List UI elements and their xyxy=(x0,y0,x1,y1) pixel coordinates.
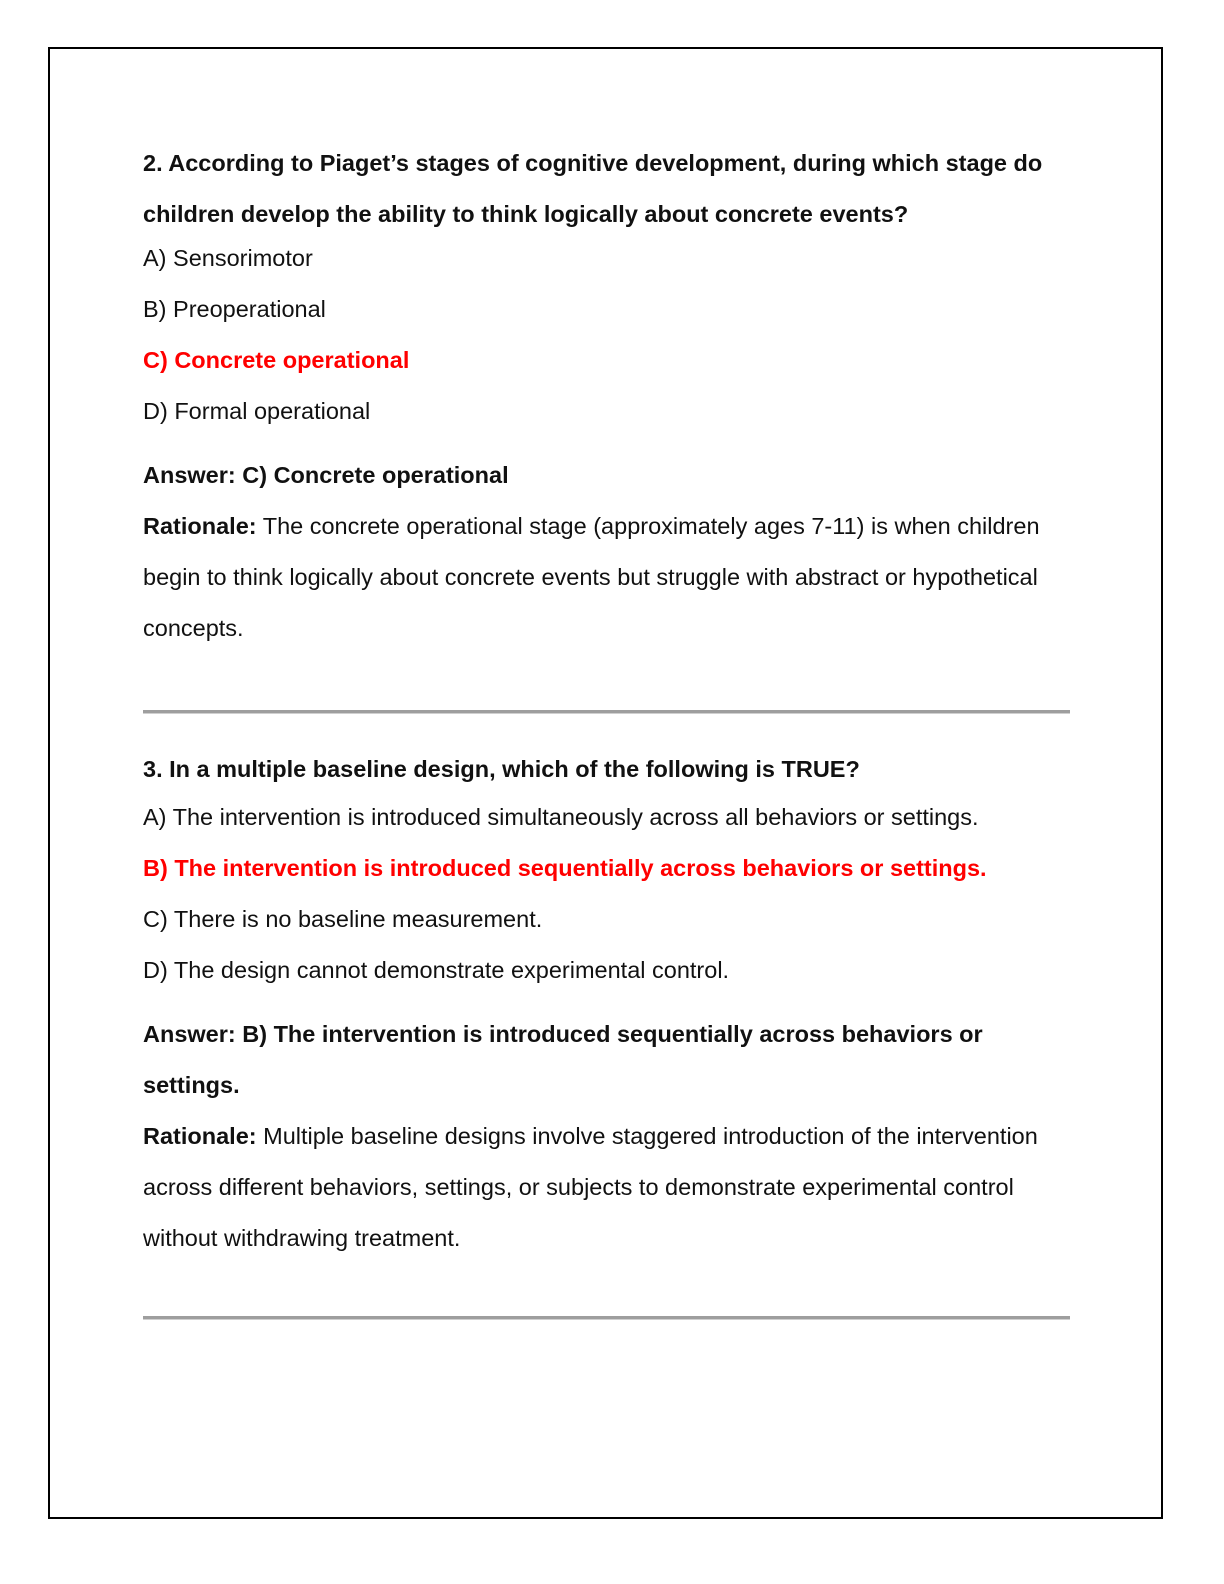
option-d: D) Formal operational xyxy=(143,398,371,424)
answer-text: Answer: B) The intervention is introduced sequentially across behaviors or settings. xyxy=(143,1021,983,1098)
rationale-label: Rationale: xyxy=(143,513,257,539)
option-b-correct: B) The intervention is introduced sequentially across behaviors or settings. xyxy=(143,855,987,881)
rationale xyxy=(143,1111,1073,1264)
section-divider xyxy=(143,1316,1070,1320)
option-a: A) Sensorimotor xyxy=(143,245,313,271)
option-d: D) The design cannot demonstrate experimental control. xyxy=(143,957,730,983)
option-c-correct: C) Concrete operational xyxy=(143,347,410,373)
option-a: A) The intervention is introduced simultaneously across all behaviors or settings. xyxy=(143,804,979,830)
section-divider xyxy=(143,710,1070,714)
rationale xyxy=(143,501,1073,654)
rationale-text: Multiple baseline designs involve staggered introduction of the intervention across different behaviors, settings, or subjects to demonstrate experimental control without withdrawing treatment. xyxy=(143,1123,1038,1251)
options-list xyxy=(143,805,1073,983)
answer-text: Answer: C) Concrete operational xyxy=(143,462,509,488)
question-text: 3. In a multiple baseline design, which of the following is TRUE? xyxy=(143,756,860,782)
option-b: B) Preoperational xyxy=(143,296,326,322)
question-block xyxy=(143,138,1073,654)
rationale-text: The concrete operational stage (approximately ages 7-11) is when children begin to think logically about concrete events but struggle with abstract or hypothetical concepts. xyxy=(143,513,1040,641)
rationale-label: Rationale: xyxy=(143,1123,257,1149)
question-text: 2. According to Piaget’s stages of cognitive development, during which stage do children develop the ability to think logically about concrete events? xyxy=(143,150,1043,227)
option-c: C) There is no baseline measurement. xyxy=(143,906,543,932)
options-list xyxy=(143,246,1073,424)
question-block xyxy=(143,744,1073,1264)
